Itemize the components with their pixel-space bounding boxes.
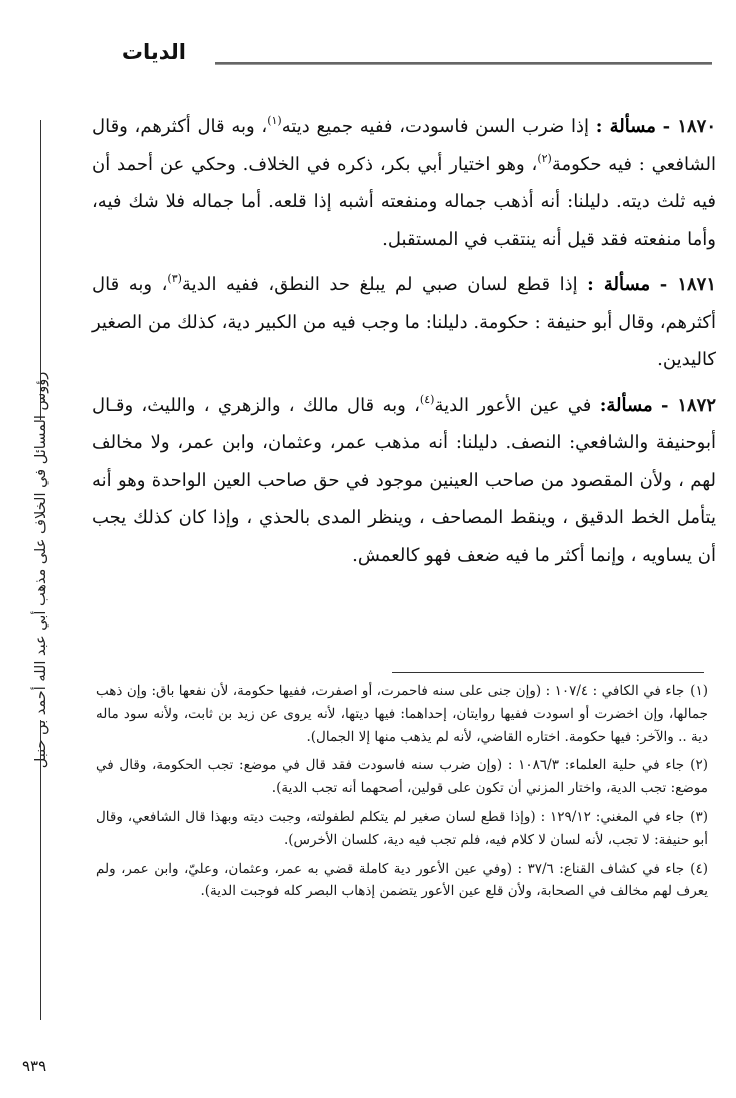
footnotes [96,680,708,909]
footnote-text: جاء في كشاف القناع: ٣٧/٦ : (وفي عين الأعور دية كاملة قضي به عمر، وعثمان، وعليّ، وابن عمر، ولم يعرف لهم مخالف في الصحابة، ولأن قلع عين الأعور يتضمن إذهاب البصر كله فوجبت الدية). [96,860,708,900]
issue-1872 [92,387,716,575]
issue-label: مسألة: [599,394,653,416]
issue-text: إذا ضرب السن فاسودت، ففيه جميع ديته [281,116,589,137]
issue-text: ، وبه قال أكثرهم، وقال الشافعي : فيه حكومة [92,116,716,175]
issue-text: ، وهو اختيار أبي بكر، ذكره في الخلاف. وحكي عن أحمد أن فيه ثلث ديته. دليلنا: أنه أذهب جماله ومنفعته أشبه إذا قلعه. أما جماله فلا شك فيه، وأما منفعته فقد قيل أنه ينتقب في المستقبل. [92,153,716,250]
footnote-ref[interactable]: (٣) [167,272,182,285]
side-rule-bottom [40,720,41,1020]
issue-label: مسألة : [595,116,656,137]
issue-text: ، وبه قال مالك ، والزهري ، والليث، وقـال أبوحنيفة والشافعي: النصف. دليلنا: أنه مذهب عمر، وعثمان، وابن عمر، ولا مخالف لهم ، ولأن المقصود من صاحب العينين موجود في حق صاحب العين الواحدة وهو أنه يتأمل الخط الدقيق ، وينقط المصاحف ، وينظر المدى بالحذي ، وإذا كان كذلك يجب أن يساويه ، وإنما أكثر ما فيه ضعف فهو كالعمش. [92,394,716,566]
footnote-marker: (٢) [690,757,708,774]
footnote-text: جاء في حلية العلماء: ١٠٨٦/٣ : (وإن ضرب سنه فاسودت فقد قال في موضع: تجب الحكومة، وقال في موضع: تجب الدية، واختار المزني أن تكون على قولين، أصحهما أنه تجب الدية). [96,757,708,797]
footnote-marker: (١) [690,683,708,699]
footnote-3 [96,806,708,852]
issue-number: ١٨٧٢ - [661,394,716,416]
issue-number: ١٨٧١ - [659,274,716,295]
issue-text: إذا قطع لسان صبي لم يبلغ حد النطق، ففيه الدية [181,274,578,295]
page-number: ٩٣٩ [22,1057,47,1075]
running-title: الديات [121,40,186,64]
issue-label: مسألة : [587,274,651,295]
header-rule [215,62,712,65]
footnote-2 [96,754,708,800]
footnote-marker: (٤) [690,860,708,877]
footnote-ref[interactable]: (٢) [537,151,552,165]
footnote-1 [96,680,708,748]
footnote-text: جاء في الكافي : ١٠٧/٤ : (وإن جنى على سنه فاحمرت، أو اصفرت، ففيها حكومة، لأن نفعها باق: وإن ذهب جمالها، وإن اخضرت أو اسودت ففيها روايتان، إحداهما: فيها ديتها، لأنه يروى عن زيد بن ثابت، ولأنه سود ماله دية .. والآخر: فيها حكومة. اختاره القاضي، لأنه لم يذهب منها إلا الجمال). [96,683,708,745]
main-text [92,108,716,582]
footnote-text: جاء في المغني: ١٢٩/١٢ : (وإذا قطع لسان صغير لم يتكلم لطفولته، وجبت ديته وبهذا قال الشافعي، وقال أبو حنيفة: لا تجب، لأنه لسان لا كلام فيه، فلم تجب فيه دية، كلسان الأخرس). [96,808,708,848]
footnote-4 [96,858,708,904]
footnote-marker: (٣) [690,808,708,825]
footnote-ref[interactable]: (١) [267,114,282,127]
issue-1870 [92,108,716,258]
footnote-separator [392,672,704,673]
issue-number: ١٨٧٠ - [662,116,716,137]
book-page: الديات رؤوس المسائل في الخلاف على مذهب أبي عبد الله أحمد بن حنبل ١٨٧٠ - مسألة : إذا ضرب السن فاسودت، ففيه جميع ديته$^{(١)}$، وبه قال أكثرهم، وقال الشافعي : فيه حكومة$^{(٢)}$، وهو اختيار أبي بكر، ذكره في الخلاف. وحكي عن أحمد أن فيه ثلث ديته. دليلنا: أنه أذهب جماله ومنفعته أشبه إذا قلعه. أما جماله فلا شك فيه، وأما منفعته فقد قيل أنه ينتقب في المستقبل. ١٨٧١ - مسألة : إذا قطع لسان صبي لم يبلغ حد النطق، ففيه الدية$^{(٣)}$، وبه قال أكثرهم، وقال أبو حنيفة : حكومة. دليلنا: ما وجب فيه من الكبير دية، كذلك من الصغير كاليدين. ١٨٧٢ - مسألة: في عين الأعور الدية$^{(٤)}$، وبه قال مالك ، والزهري ، والليث، وقـال أبوحنيفة والشافعي: النصف. دليلنا: أنه مذهب عمر، وعثمان، وابن عمر، ولا مخالف لهم ، ولأن المقصود من صاحب العينين موجود في حق صاحب العين الواحدة وهو أنه يتأمل الخط الدقيق ، وينقط المصاحف ، وينظر المدى بالحذي ، وإذا كان كذلك يجب أن يساويه ، وإنما أكثر ما فيه ضعف فهو كالعمش. (١)جاء في الكافي : ١٠٧/٤ : (وإن جنى على سنه فاحمرت، أو اصفرت، ففيها حكومة، لأن نفعها باق: وإن ذهب جمالها، وإن اخضرت أو اسودت ففيها روايتان، إحداهما: فيها ديتها، لأنه يروى عن زيد بن ثابت، ولأنه سود ماله دية .. والآخر: فيها حكومة. اختاره القاضي، لأنه لم يذهب منها إلا الجمال). (٢)جاء في حلية العلماء: ١٠٨٦/٣ : (وإن ضرب سنه فاسودت فقد قال في موضع: تجب الحكومة، وقال في موضع: تجب الدية، واختار المزني أن تكون على قولين، أصحهما أنه تجب الدية). (٣)جاء في المغني: ١٢٩/١٢ : (وإذا قطع لسان صغير لم يتكلم لطفولته، وجبت ديته وبهذا قال الشافعي، وقال أبو حنيفة: لا تجب، لأنه لسان لا كلام فيه، فلم تجب فيه دية، كلسان الأخرس). (٤)جاء في كشاف القناع: ٣٧/٦ : (وفي عين الأعور دية كاملة قضي به عمر، وعثمان، وعليّ، وابن عمر، ولم يعرف لهم مخالف في الصحابة، ولأن قلع عين الأعور يتضمن إذهاب البصر كله فوجبت الدية). ٩٣٩ [22,40,716,1075]
issue-text: في عين الأعور الدية [434,394,592,416]
issue-text: ، وبه قال أكثرهم، وقال أبو حنيفة : حكومة. دليلنا: ما وجب فيه من الكبير دية، كذلك من الصغير كاليدين. [92,274,716,370]
issue-1871 [92,266,716,379]
footnote-ref[interactable]: (٤) [419,392,435,406]
